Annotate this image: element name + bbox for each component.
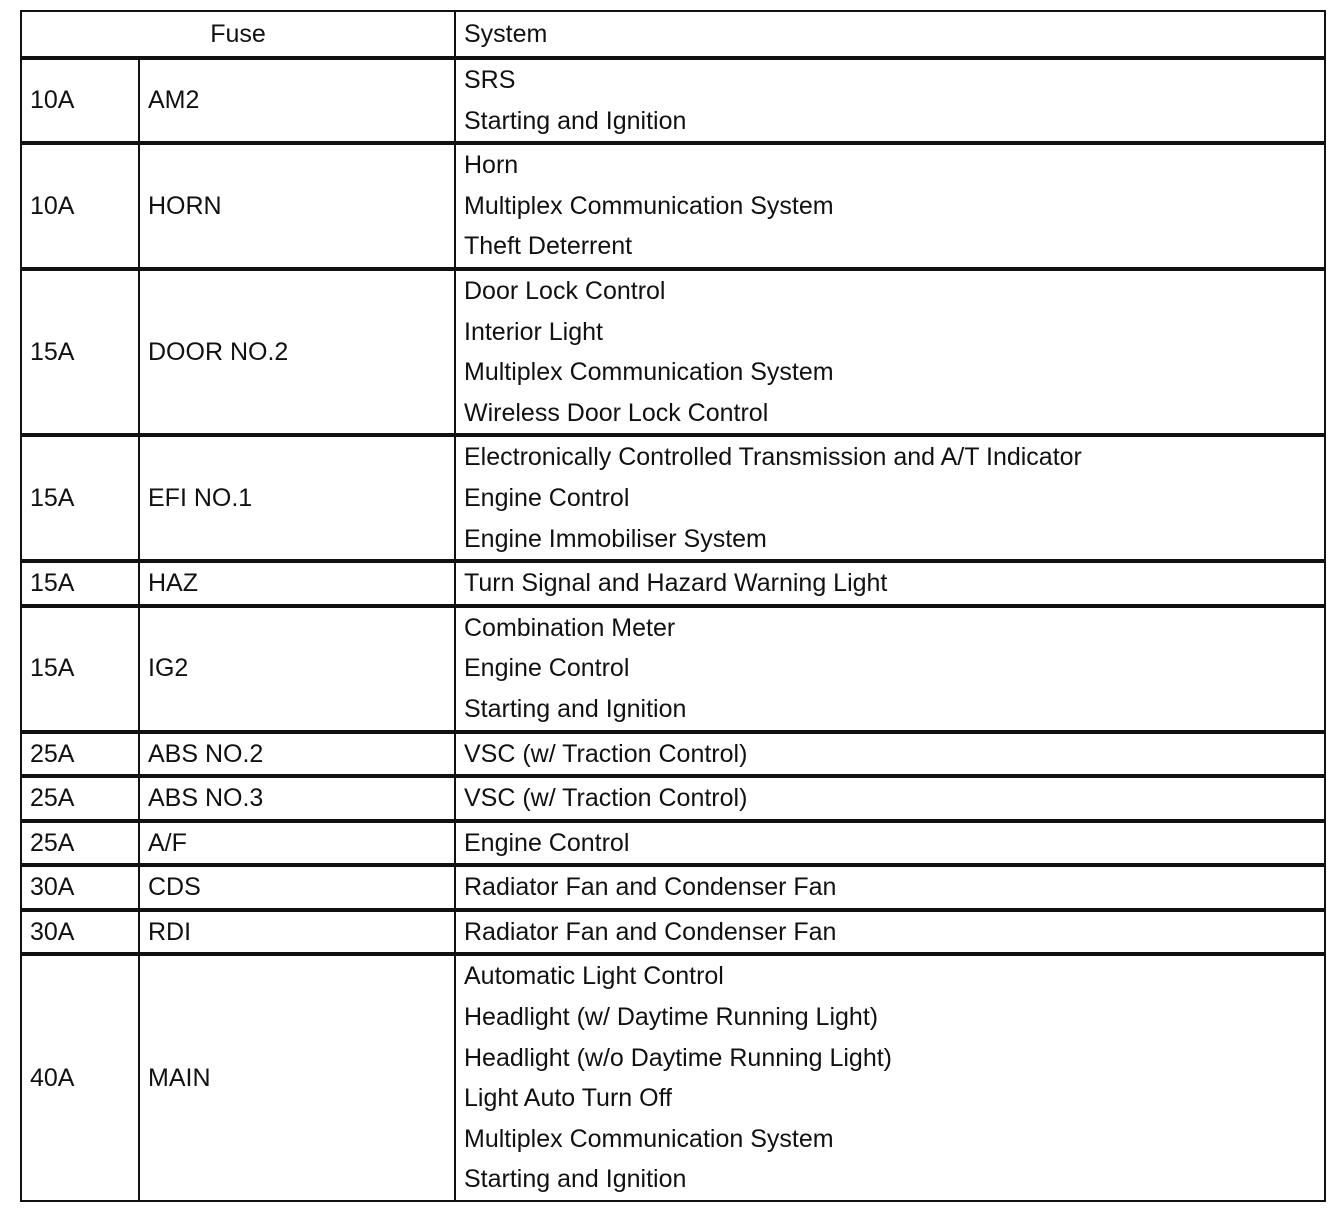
system-item: Headlight (w/o Daytime Running Light) [464,1043,892,1072]
system-cell [455,58,1325,143]
system-item: VSC (w/ Traction Control) [464,739,748,768]
system-item: Radiator Fan and Condenser Fan [464,917,837,946]
table-row [21,821,1325,866]
fuse-name-cell: MAIN [139,954,455,1201]
fuse-name-cell: CDS [139,865,455,910]
fuse-name-cell: AM2 [139,58,455,143]
system-item: Automatic Light Control [464,962,724,991]
fuse-amperage-cell: 10A [21,58,139,143]
system-cell [455,606,1325,732]
system-item: Interior Light [464,317,603,346]
system-item: Combination Meter [464,613,676,642]
fuse-amperage-cell: 30A [21,865,139,910]
system-item: Starting and Ignition [464,1165,687,1194]
table-row [21,954,1325,1201]
fuse-table [20,10,1326,1202]
system-cell [455,865,1325,910]
system-item: SRS [464,66,516,94]
system-cell [455,910,1325,955]
fuse-amperage-cell: 25A [21,821,139,866]
fuse-amperage-cell: 40A [21,954,139,1201]
table-row [21,865,1325,910]
fuse-name-cell: DOOR NO.2 [139,269,455,435]
table-row [21,269,1325,435]
fuse-name-cell: EFI NO.1 [139,435,455,561]
system-item: Engine Immobiliser System [464,524,767,553]
system-cell [455,561,1325,606]
table-row [21,776,1325,821]
fuse-name-cell: A/F [139,821,455,866]
fuse-name-cell: IG2 [139,606,455,732]
fuse-amperage-cell: 15A [21,435,139,561]
system-item: Multiplex Communication System [464,1124,834,1153]
fuse-amperage-cell: 30A [21,910,139,955]
fuse-amperage-cell: 10A [21,143,139,269]
system-cell [455,269,1325,435]
system-item: Light Auto Turn Off [464,1084,673,1113]
system-item: VSC (w/ Traction Control) [464,784,748,813]
table-header [21,11,1325,58]
system-item: Wireless Door Lock Control [464,398,769,427]
fuse-amperage-cell: 15A [21,561,139,606]
system-item: Multiplex Communication System [464,358,834,387]
system-cell [455,821,1325,866]
fuse-name-cell: ABS NO.3 [139,776,455,821]
fuse-name-cell: ABS NO.2 [139,732,455,777]
fuse-name-cell: HORN [139,143,455,269]
system-item: Starting and Ignition [464,694,687,723]
system-item: Engine Control [464,654,630,683]
system-item: Headlight (w/ Daytime Running Light) [464,1003,879,1032]
system-item: Engine Control [464,828,630,857]
system-cell [455,435,1325,561]
fuse-amperage-cell: 15A [21,269,139,435]
system-cell [455,143,1325,269]
fuse-name-cell: RDI [139,910,455,955]
fuse-amperage-cell: 25A [21,732,139,777]
system-item: Multiplex Communication System [464,191,834,220]
fuse-name-cell: HAZ [139,561,455,606]
table-row [21,910,1325,955]
system-column-header: System [455,11,1325,58]
system-item: Electronically Controlled Transmission and A/T Indicator [464,443,1082,472]
table-row [21,435,1325,561]
table-row [21,732,1325,777]
table-row [21,561,1325,606]
system-cell [455,954,1325,1201]
system-item: Door Lock Control [464,276,666,305]
table-row [21,143,1325,269]
system-item: Turn Signal and Hazard Warning Light [464,569,888,598]
system-item: Horn [464,151,519,180]
header-row [21,11,1325,58]
system-cell [455,776,1325,821]
fuse-amperage-cell: 25A [21,776,139,821]
system-cell [455,732,1325,777]
system-item: Engine Control [464,483,630,512]
table-row [21,606,1325,732]
system-item: Radiator Fan and Condenser Fan [464,873,837,902]
fuse-column-header: Fuse [21,11,455,58]
table-row [21,58,1325,143]
table-body [21,58,1325,1201]
fuse-amperage-cell: 15A [21,606,139,732]
system-item: Theft Deterrent [464,232,633,261]
system-item: Starting and Ignition [464,106,687,135]
